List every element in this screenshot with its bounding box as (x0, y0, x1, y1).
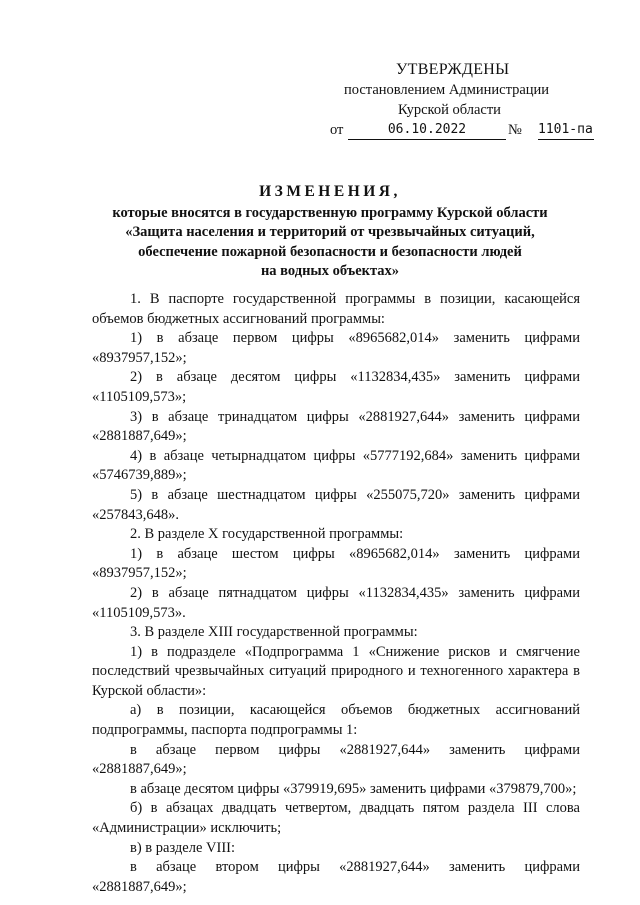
heading-line: «Защита населения и территорий от чрезвычайных ситуаций, (125, 224, 535, 240)
paragraph: 5) в абзаце шестнадцатом цифры «255075,720» заменить цифрами «257843,648». (92, 486, 580, 523)
paragraph: 3. В разделе XIII государственной программы: (130, 624, 418, 641)
paragraph: а) в позиции, касающейся объемов бюджетных ассигнований подпрограммы, паспорта подпрограммы 1: (92, 702, 580, 739)
date-prefix: от (330, 122, 344, 138)
heading-line: обеспечение пожарной безопасности и безопасности людей (138, 243, 522, 260)
paragraph: 1. В паспорте государственной программы в позиции, касающейся объемов бюджетных ассигнований программы: (92, 291, 580, 327)
paragraph: б) в абзацах двадцать четвертом, двадцать пятом раздела III слова «Администрации» исключить; (92, 800, 580, 837)
approval-number: 1101-па (538, 120, 594, 140)
paragraph: 3) в абзаце тринадцатом цифры «2881927,644» заменить цифрами «2881887,649»; (92, 408, 580, 445)
paragraph: 1) в подразделе «Подпрограмма 1 «Снижение рисков и смягчение последствий чрезвычайных ситуаций природного и техногенного характера в Курской области»: (92, 643, 580, 699)
heading-line: которые вносятся в государственную программу Курской области (112, 204, 548, 221)
document-body (92, 290, 580, 897)
approval-date: 06.10.2022 (348, 120, 506, 140)
heading-line: на водных объектах» (260, 263, 400, 279)
paragraph: 1) в абзаце первом цифры «8965682,014» заменить цифрами «8937957,152»; (92, 330, 580, 366)
document-heading (60, 182, 600, 282)
paragraph: в абзаце первом цифры «2881927,644» заменить цифрами «2881887,649»; (92, 741, 580, 778)
number-prefix: № (508, 122, 522, 138)
paragraph: 4) в абзаце четырнадцатом цифры «5777192,684» заменить цифрами «5746739,889»; (92, 447, 580, 484)
approval-stamp (330, 60, 593, 142)
approval-line-1: постановлением Администрации (344, 82, 550, 98)
paragraph: 2) в абзаце десятом цифры «1132834,435» заменить цифрами «1105109,573»; (92, 369, 580, 405)
paragraph: 2) в абзаце пятнадцатом цифры «1132834,435» заменить цифрами «1105109,573». (92, 584, 580, 621)
paragraph: в абзаце десятом цифры «379919,695» заменить цифрами «379879,700»; (130, 780, 577, 797)
paragraph: 2. В разделе X государственной программы: (130, 526, 404, 543)
approval-title: УТВЕРЖДЕНЫ (396, 61, 510, 78)
heading-title: ИЗМЕНЕНИЯ, (259, 183, 401, 200)
paragraph: в абзаце втором цифры «2881927,644» заменить цифрами «2881887,649»; (92, 859, 580, 895)
approval-line-2: Курской области (398, 102, 501, 118)
paragraph: 1) в абзаце шестом цифры «8965682,014» заменить цифрами «8937957,152»; (92, 545, 580, 582)
paragraph: в) в разделе VIII: (130, 839, 236, 856)
approval-date-line (330, 120, 593, 142)
